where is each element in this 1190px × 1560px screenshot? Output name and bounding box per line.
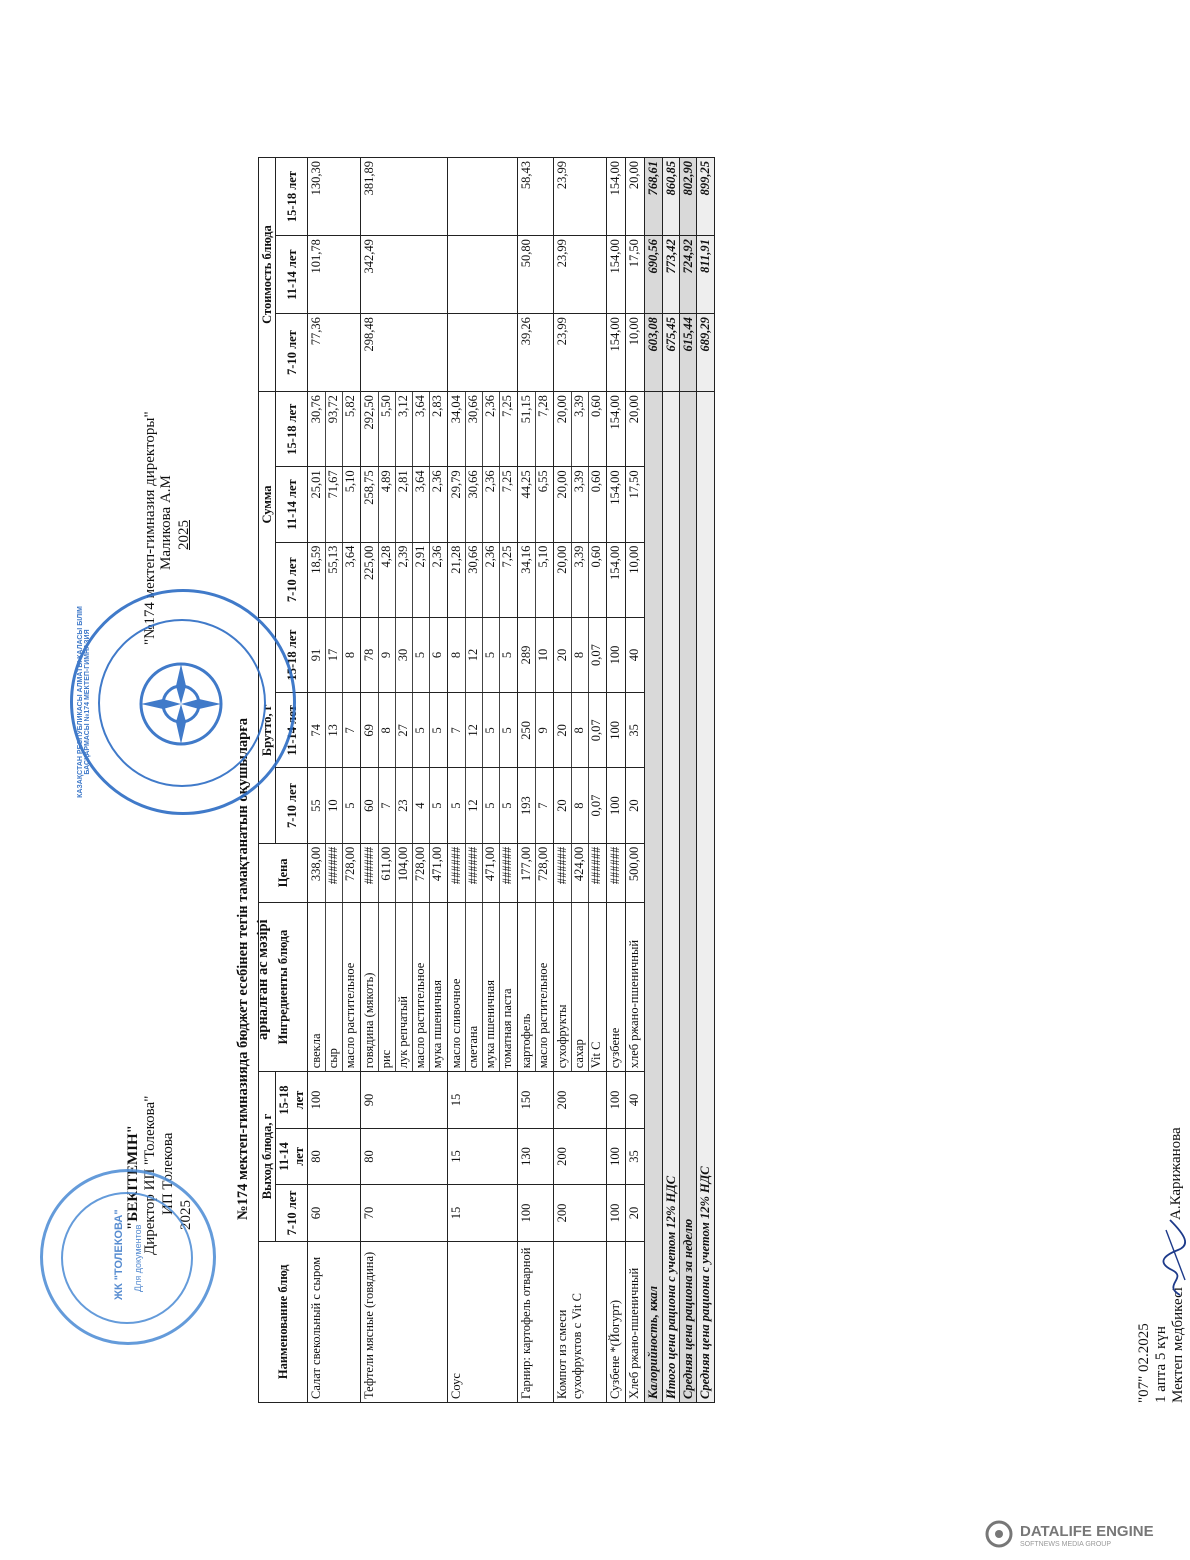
col-age: 11-14 лет: [276, 467, 308, 542]
brutto-cell: 100: [607, 768, 626, 843]
output-cell: 100: [607, 1185, 626, 1241]
cost-cell: [448, 314, 518, 392]
col-ingredients: Ингредиенты блюда: [259, 902, 308, 1071]
week-label: 1 апта 5 күн: [1153, 1326, 1169, 1403]
brutto-cell: 35: [626, 693, 645, 768]
approval-right-director: "№174 мектеп-гимназия директоры": [142, 411, 158, 645]
totals-value: 768,61: [645, 158, 662, 236]
cost-cell: 77,36: [308, 314, 361, 392]
sum-cell: 44,25 6,55: [518, 467, 554, 542]
sum-cell: 18,59 55,13 3,64: [308, 542, 361, 617]
stamp-left-text: ЖК "ТОЛЕКОВА": [113, 1209, 125, 1300]
price-cell: ###### ###### 471,00 ######: [448, 843, 518, 902]
signature: [1160, 1210, 1190, 1300]
nurse-label: Мектеп медбикесі: [1170, 1287, 1186, 1403]
dish-name-cell: Салат свекольный с сыром: [308, 1241, 361, 1402]
brutto-cell: 69 8 27 5 5: [361, 693, 448, 768]
cost-cell: 298,48: [361, 314, 448, 392]
output-cell: 80: [308, 1128, 361, 1184]
sum-cell: 25,01 71,67 5,10: [308, 467, 361, 542]
brutto-cell: 250 9: [518, 693, 554, 768]
brutto-cell: 91 17 8: [308, 617, 361, 692]
sum-cell: 20,00: [626, 392, 645, 467]
cost-cell: 23,99: [554, 314, 607, 392]
output-cell: 100: [308, 1072, 361, 1128]
brutto-cell: 74 13 7: [308, 693, 361, 768]
cost-cell: 39,26: [518, 314, 554, 392]
totals-row: [697, 158, 714, 1403]
cost-cell: 23,99: [554, 236, 607, 314]
watermark-sub: SOFTNEWS MEDIA GROUP: [1020, 1541, 1112, 1548]
output-cell: 15: [448, 1072, 518, 1128]
output-cell: 150: [518, 1072, 554, 1128]
cost-cell: 381,89: [361, 158, 448, 236]
totals-value: 724,92: [679, 236, 696, 314]
output-cell: 200: [554, 1185, 607, 1241]
ingredients-cell: сузбене: [607, 902, 626, 1071]
cost-cell: 130,30: [308, 158, 361, 236]
cost-cell: [448, 236, 518, 314]
stamp-left-sub: Для документов: [133, 1224, 143, 1292]
watermark-logo: [980, 1515, 1160, 1555]
cost-cell: 101,78: [308, 236, 361, 314]
totals-row: [645, 158, 662, 1403]
col-age: 15-18 лет: [276, 158, 308, 236]
ingredients-cell: сухофрукты сахар Vit C: [554, 902, 607, 1071]
col-brutto: Брутто, г: [259, 617, 276, 843]
totals-value: 773,42: [662, 236, 679, 314]
totals-value: 603,08: [645, 314, 662, 392]
totals-value: 899,25: [697, 158, 714, 236]
ingredients-cell: свекла сыр масло растительное: [308, 902, 361, 1071]
cost-cell: 154,00: [607, 236, 626, 314]
cost-cell: 50,80: [518, 236, 554, 314]
brutto-cell: 100: [607, 617, 626, 692]
col-output: Выход блюда, г: [259, 1072, 276, 1241]
brutto-cell: 20: [626, 768, 645, 843]
table-row: [626, 158, 645, 1403]
sum-cell: 20,00 3,39 0,60: [554, 542, 607, 617]
stamp-left: [40, 1169, 216, 1345]
brutto-cell: 60 7 23 4 5: [361, 768, 448, 843]
output-cell: 200: [554, 1128, 607, 1184]
totals-row: [679, 158, 696, 1403]
approval-right-year: 2025: [176, 520, 192, 550]
cost-cell: 154,00: [607, 158, 626, 236]
dish-name-cell: Соус: [448, 1241, 518, 1402]
cost-cell: 17,50: [626, 236, 645, 314]
col-age: 15-18 лет: [276, 617, 308, 692]
table-row: [554, 158, 607, 1403]
col-age: 11-14 лет: [276, 1128, 308, 1184]
sum-cell: 34,16 5,10: [518, 542, 554, 617]
ingredients-cell: хлеб ржано-пшеничный: [626, 902, 645, 1071]
totals-value: 802,90: [679, 158, 696, 236]
totals-value: 615,44: [679, 314, 696, 392]
brutto-cell: 40: [626, 617, 645, 692]
dish-name-cell: Компот из смеси сухофруктов с Vit C: [554, 1241, 607, 1402]
datalife-icon: [984, 1519, 1014, 1549]
col-age: 11-14 лет: [276, 236, 308, 314]
brutto-cell: 20 8 0,07: [554, 617, 607, 692]
brutto-cell: 100: [607, 693, 626, 768]
dish-name-cell: Сузбене *(Йогурт): [607, 1241, 626, 1402]
doc-title: №174 мектеп-гимназияда бюджет есебінен тегін тамақтанатын оқушыларға: [235, 717, 251, 1220]
output-cell: 200: [554, 1072, 607, 1128]
output-cell: 100: [607, 1072, 626, 1128]
output-cell: 35: [626, 1128, 645, 1184]
output-cell: 70: [361, 1185, 448, 1241]
output-cell: 80: [361, 1128, 448, 1184]
dish-name-cell: Тефтели мясные (говядина): [361, 1241, 448, 1402]
date-label: "07" 02.2025: [1136, 1323, 1152, 1403]
price-cell: 500,00: [626, 843, 645, 902]
output-cell: 20: [626, 1185, 645, 1241]
cost-cell: [448, 158, 518, 236]
watermark-brand: DATALIFE ENGINE: [1020, 1523, 1154, 1540]
totals-value: 689,29: [697, 314, 714, 392]
output-cell: 60: [308, 1185, 361, 1241]
totals-value: 811,91: [697, 236, 714, 314]
approval-left-year: 2025: [178, 1200, 194, 1230]
output-cell: 90: [361, 1072, 448, 1128]
col-age: 11-14 лет: [276, 693, 308, 768]
col-cost: Стоимость блюда: [259, 158, 276, 392]
brutto-cell: 20 8 0,07: [554, 693, 607, 768]
price-cell: 177,00 728,00: [518, 843, 554, 902]
brutto-cell: 55 10 5: [308, 768, 361, 843]
totals-label: Калорийность, ккал: [645, 392, 662, 1403]
ingredients-cell: говядина (мякоть) рис лук репчатый масло растительное мука пшеничная: [361, 902, 448, 1071]
col-age: 7-10 лет: [276, 768, 308, 843]
sum-cell: 20,00 3,39 0,60: [554, 392, 607, 467]
sum-cell: 154,00: [607, 392, 626, 467]
sum-cell: 20,00 3,39 0,60: [554, 467, 607, 542]
table-row: [607, 158, 626, 1403]
sum-cell: 17,50: [626, 467, 645, 542]
totals-label: Итого цена рациона с учетом 12% НДС: [662, 392, 679, 1403]
output-cell: 130: [518, 1128, 554, 1184]
brutto-cell: 78 9 30 5 6: [361, 617, 448, 692]
approval-left-director: Директор ИП "Толекова": [142, 1095, 158, 1255]
col-age: 15-18 лет: [276, 1072, 308, 1128]
approval-left-name: ИП Толекова: [160, 1132, 176, 1215]
brutto-cell: 8 12 5 5: [448, 617, 518, 692]
approval-left-title: "БЕКІТЕМІН": [125, 1125, 141, 1230]
brutto-cell: 193 7: [518, 768, 554, 843]
brutto-cell: 289 10: [518, 617, 554, 692]
cost-cell: 58,43: [518, 158, 554, 236]
col-age: 7-10 лет: [276, 542, 308, 617]
cost-cell: 20,00: [626, 158, 645, 236]
dish-name-cell: Хлеб ржано-пшеничный: [626, 1241, 645, 1402]
cost-cell: 10,00: [626, 314, 645, 392]
output-cell: 100: [518, 1185, 554, 1241]
price-cell: ###### 611,00 104,00 728,00 471,00: [361, 843, 448, 902]
price-cell: 338,00 ###### 728,00: [308, 843, 361, 902]
sum-cell: 30,76 93,72 5,82: [308, 392, 361, 467]
emblem-icon: [138, 661, 224, 747]
cost-cell: 154,00: [607, 314, 626, 392]
table-row: [448, 158, 518, 1403]
table-row: [518, 158, 554, 1403]
sum-cell: 154,00: [607, 542, 626, 617]
cost-cell: 23,99: [554, 158, 607, 236]
totals-row: [662, 158, 679, 1403]
ingredients-cell: масло сливочное сметана мука пшеничная томатная паста: [448, 902, 518, 1071]
price-cell: ######: [607, 843, 626, 902]
totals-value: 690,56: [645, 236, 662, 314]
brutto-cell: 20 8 0,07: [554, 768, 607, 843]
col-summa: Сумма: [259, 392, 276, 618]
brutto-cell: 7 12 5 5: [448, 693, 518, 768]
doc-subtitle: арналған ас мәзірі: [255, 919, 271, 1040]
ingredients-cell: картофель масло растительное: [518, 902, 554, 1071]
sum-cell: 258,75 4,89 2,81 3,64 2,36: [361, 467, 448, 542]
sum-cell: 21,28 30,66 2,36 7,25: [448, 542, 518, 617]
col-price: Цена: [259, 843, 308, 902]
sum-cell: 51,15 7,28: [518, 392, 554, 467]
output-cell: 100: [607, 1128, 626, 1184]
sum-cell: 29,79 30,66 2,36 7,25: [448, 467, 518, 542]
sum-cell: 10,00: [626, 542, 645, 617]
approval-right-name: Маликова А.М: [158, 475, 174, 570]
sum-cell: 292,50 5,50 3,12 3,64 2,83: [361, 392, 448, 467]
sum-cell: 225,00 4,28 2,39 2,91 2,36: [361, 542, 448, 617]
nurse-name: А.Карижанова: [1168, 1127, 1184, 1220]
output-cell: 15: [448, 1185, 518, 1241]
stamp-right-text: КАЗАҚСТАН РЕСПУБЛИКАСЫ АЛМАТЫ ҚАЛАСЫ БІЛІМ БАСҚАРМАСЫ №174 МЕКТЕП-ГИМНАЗИЯ: [77, 606, 91, 798]
cost-cell: 342,49: [361, 236, 448, 314]
brutto-cell: 5 12 5 5: [448, 768, 518, 843]
menu-table: [258, 157, 715, 1403]
col-dish: Наименование блюд: [259, 1241, 308, 1402]
table-row: [308, 158, 361, 1403]
stamp-right: [70, 589, 296, 815]
output-cell: 40: [626, 1072, 645, 1128]
totals-value: 860,85: [662, 158, 679, 236]
totals-value: 675,45: [662, 314, 679, 392]
output-cell: 15: [448, 1128, 518, 1184]
col-age: 15-18 лет: [276, 392, 308, 467]
totals-label: Средняя цена рациона за неделю: [679, 392, 696, 1403]
totals-label: Средняя цена рациона с учетом 12% НДС: [697, 392, 714, 1403]
sum-cell: 154,00: [607, 467, 626, 542]
col-age: 7-10 лет: [276, 1185, 308, 1241]
dish-name-cell: Гарнир: картофель отварной: [518, 1241, 554, 1402]
col-age: 7-10 лет: [276, 314, 308, 392]
sum-cell: 34,04 30,66 2,36 7,25: [448, 392, 518, 467]
table-row: [361, 158, 448, 1403]
price-cell: ###### 424,00 ######: [554, 843, 607, 902]
